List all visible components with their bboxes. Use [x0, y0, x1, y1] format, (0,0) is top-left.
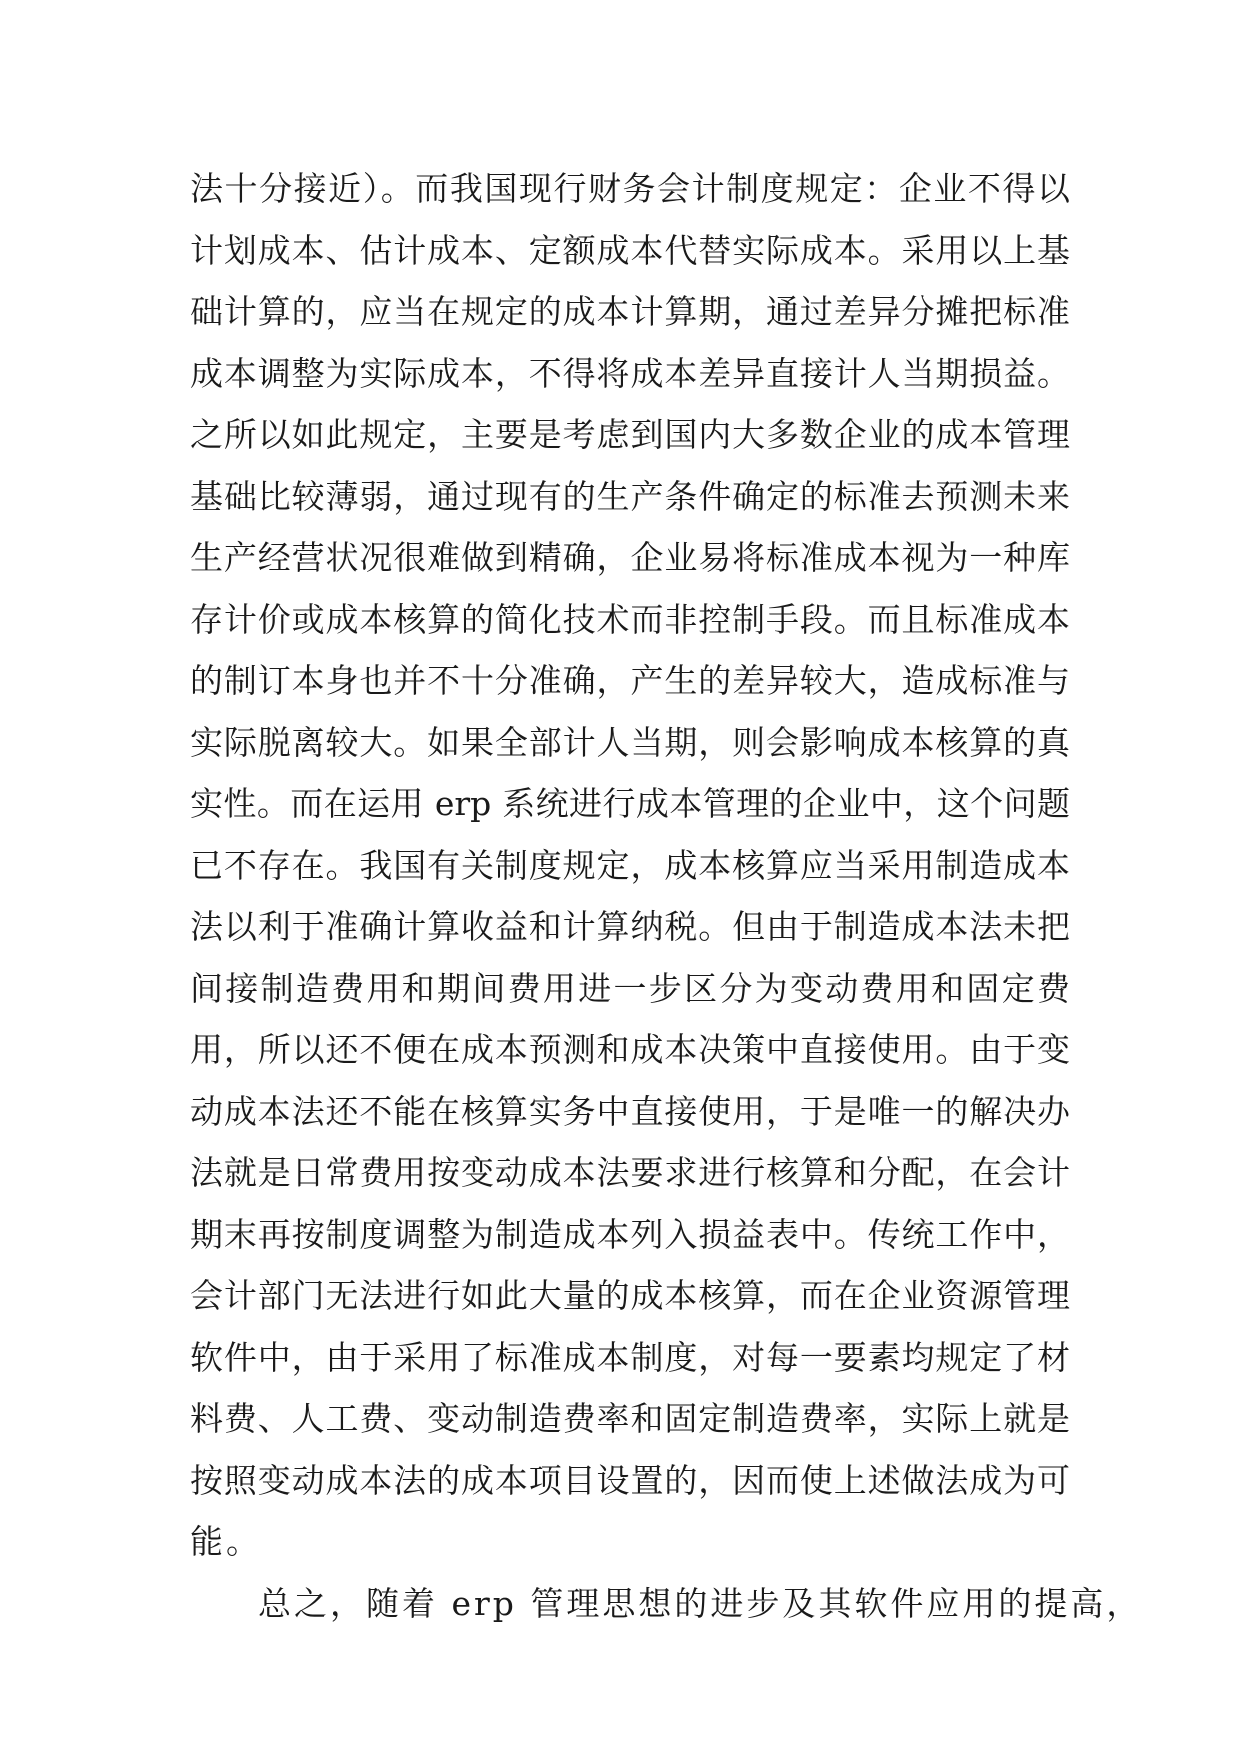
text-line: 生产经营状况很难做到精确，企业易将标准成本视为一种库 [190, 538, 1070, 577]
text-line: 成本调整为实际成本，不得将成本差异直接计人当期损益。 [190, 353, 1070, 393]
text-line: 的制订本身也并不十分准确，产生的差异较大，造成标准与 [190, 661, 1070, 700]
text-line: 总之，随着 erp 管理思想的进步及其软件应用的提高， [258, 1583, 1143, 1623]
text-line: 实际脱离较大。如果全部计人当期，则会影响成本核算的真 [190, 722, 1070, 762]
text-line: 用，所以还不便在成本预测和成本决策中直接使用。由于变 [190, 1030, 1070, 1069]
text-line: 软件中，由于采用了标准成本制度，对每一要素均规定了材 [190, 1337, 1070, 1377]
text-line: 能。 [190, 1522, 262, 1561]
text-line: 法十分接近）。而我国现行财务会计制度规定：企业不得以 [190, 169, 1070, 208]
body-text [190, 158, 1143, 1634]
text-line: 存计价或成本核算的简化技术而非控制手段。而且标准成本 [190, 599, 1070, 639]
paragraph [190, 158, 1070, 1573]
text-line: 间接制造费用和期间费用进一步区分为变动费用和固定费 [190, 968, 1070, 1008]
text-line: 动成本法还不能在核算实务中直接使用，于是唯一的解决办 [190, 1091, 1070, 1131]
text-line: 会计部门无法进行如此大量的成本核算，而在企业资源管理 [190, 1276, 1070, 1315]
text-line: 已不存在。我国有关制度规定，成本核算应当采用制造成本 [190, 845, 1070, 885]
text-line: 实性。而在运用 erp 系统进行成本管理的企业中，这个问题 [190, 784, 1070, 823]
text-line: 础计算的，应当在规定的成本计算期，通过差异分摊把标准 [190, 292, 1070, 331]
text-line: 期末再按制度调整为制造成本列入损益表中。传统工作中， [190, 1214, 1070, 1254]
text-line: 料费、人工费、变动制造费率和固定制造费率，实际上就是 [190, 1399, 1070, 1438]
text-line: 法以利于准确计算收益和计算纳税。但由于制造成本法未把 [190, 907, 1070, 946]
text-line: 计划成本、估计成本、定额成本代替实际成本。采用以上基 [190, 230, 1070, 270]
text-line: 法就是日常费用按变动成本法要求进行核算和分配，在会计 [190, 1153, 1070, 1192]
text-line: 按照变动成本法的成本项目设置的，因而使上述做法成为可 [190, 1460, 1070, 1500]
text-line: 之所以如此规定，主要是考虑到国内大多数企业的成本管理 [190, 415, 1070, 454]
text-line: 基础比较薄弱，通过现有的生产条件确定的标准去预测未来 [190, 476, 1070, 516]
paragraph [190, 1573, 1143, 1635]
